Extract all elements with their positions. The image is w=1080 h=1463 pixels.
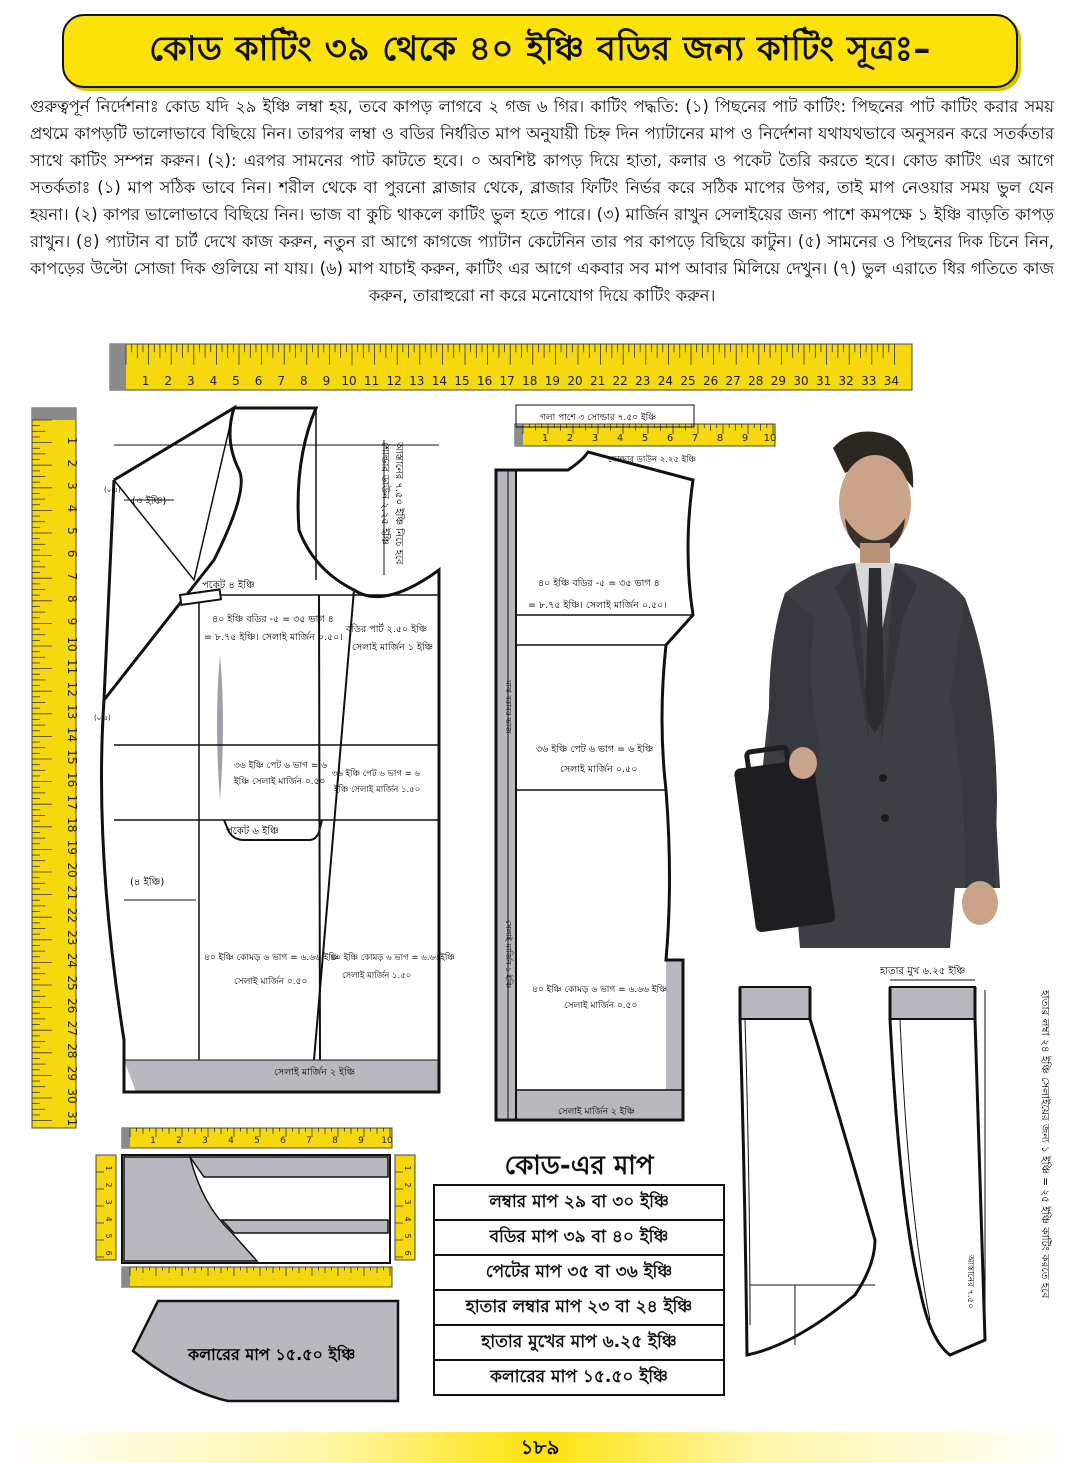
ruler-label: 1	[541, 433, 549, 444]
front-chest-line2: = ৮.৭৫ ইঞ্চি। সেলাই মার্জিন ০.৫০।	[204, 632, 343, 643]
ruler-label: 9	[741, 433, 749, 444]
ruler-label: 18	[65, 817, 79, 833]
table-row	[434, 1360, 724, 1395]
small-mark-1: (০.৫)	[104, 486, 121, 494]
table-row	[434, 1290, 724, 1325]
back-side-note1: মাঝ বরাবর ভাজ	[504, 680, 513, 734]
ruler-label: 2	[566, 433, 574, 444]
table-cell: বডির মাপ ৩৯ বা ৪০ ইঞ্চি	[434, 1220, 724, 1255]
ruler-label: 7	[65, 572, 79, 581]
ruler-label: 5	[104, 1233, 113, 1239]
table-row	[434, 1255, 724, 1290]
ruler-label: 25	[680, 374, 696, 388]
ruler-label: 5	[254, 1136, 260, 1146]
ruler-label: 3	[65, 481, 79, 490]
ruler-label: 28	[65, 1043, 79, 1059]
ruler-label: 31	[65, 1110, 79, 1127]
ruler-label: 5	[232, 374, 240, 388]
ruler-label: 7	[306, 1136, 312, 1146]
front-chest-line1: ৪০ ইঞ্চি বডির -৫ = ৩৫ ভাগ ৪	[212, 614, 334, 625]
ruler-label: 4	[104, 1216, 113, 1222]
small-mark-2: (০.৫)	[94, 714, 111, 722]
sleeve-pattern-back	[880, 960, 1060, 1390]
ruler-label: 20	[65, 862, 79, 878]
table-cell: কলারের মাপ ১৫.৫০ ইঞ্চি	[434, 1360, 724, 1395]
ruler-label: 2	[65, 459, 79, 468]
side-hip-line2: সেলাই মার্জিন ১.৫০	[342, 971, 412, 981]
ruler-label: 14	[65, 726, 79, 743]
left-tape-ruler	[32, 408, 79, 1128]
ruler-label: 12	[65, 681, 79, 697]
table-cell: হাতার মুখের মাপ ৬.২৫ ইঞ্চি	[434, 1325, 724, 1360]
ruler-label: 1	[141, 374, 150, 388]
ruler-label: 27	[725, 374, 741, 388]
back-waist-line1: ৩৬ ইঞ্চি পেট ৬ ভাগ = ৬ ইঞ্চি	[536, 744, 654, 755]
front-dart	[217, 655, 223, 800]
back-hem-label: সেলাই মার্জিন ২ ইঞ্চি	[558, 1107, 635, 1117]
ruler-label: 17	[65, 794, 79, 810]
measurements-table	[433, 1184, 725, 1396]
suit-model-illustration	[705, 418, 1005, 958]
table-cell: হাতার লম্বার মাপ ২৩ বা ২৪ ইঞ্চি	[434, 1290, 724, 1325]
title-banner	[62, 14, 1018, 88]
ruler-label: 3	[104, 1199, 113, 1205]
back-shoulder-down: সোল্ডার ডাউন ২.২৫ ইঞ্চি	[608, 455, 697, 465]
instructions-paragraph: গুরুত্বপূর্ন নির্দেশনাঃ কোড যদি ২৯ ইঞ্চি লম্বা হয়, তবে কাপড় লাগবে ২ গজ ৬ গির। কাটিং পদ্ধতি: (১) পিছনের পাট কাটিং: পিছনের পাট কাটিং করার সময় প্রথমে কাপড়টি ভালোভাবে বিছিয়ে নিন। তারপর লম্বা ও বডির নির্ধরিত মাপ অনুযায়ী চিহ্ন দিন প্যাটানের মাপ ও নির্দেশনা যথাযথভাবে অনুসরন করে সতর্কতার সাথে কাটিং সম্পন্ন করুন। (২): এরপর সামনের পাট কাটতে হবে। ০ অবশিষ্ট কাপড় দিয়ে হাতা, কলার ও পকেট তৈরি করতে হবে। কোড কাটিং এর আগে সতর্কতাঃ (১) মাপ সঠিক ভাবে নিন। শরীল থেকে বা পুরনো ব্লাজার থেকে, ব্লাজার ফিটিং নির্ভর করে সঠিক মাপের উপর, তাই মাপ নেওয়ার সময় ভুল যেন হয়না। (২) কাপর ভালোভাবে বিছিয়ে নিন। ভাজ বা কুচি থাকলে কাটিং ভুল হতে পারে। (৩) মার্জিন রাখুন সেলাইয়ের জন্য পাশে কমপক্ষে ১ ইঞ্চি বাড়তি কাপড় রাখুন। (৪) প্যাটান বা চার্ট দেখে কাজ করুন, নতুন রা আগে কাগজে প্যাটান কেটেনিন তার পর কাপড়ে বিছিয়ে কাটুন। (৫) সামনের ও পিছনের দিক চিনে নিন, কাপড়ের উল্টো সোজা দিক গুলিয়ে না যায়। (৬) মাপ যাচাই করুন, কাটিং এর আগে একবার সব মাপ আবার মিলিয়ে দেখুন। (৭) ভুল এরাতে ধির গতিতে কাজ করুন, তারাহুরো না করে মনোযোগ দিয়ে কাটিং করুন।	[30, 97, 1054, 305]
ruler-label: 26	[65, 997, 79, 1014]
ruler-label: 1	[403, 1165, 412, 1171]
top-pocket-label: পকেট ৪ ইঞ্চি	[202, 580, 255, 591]
ruler-label: 1	[150, 1136, 156, 1146]
ruler-label: 18	[522, 374, 538, 388]
ruler-label: 10	[381, 1136, 393, 1146]
ruler-label: 16	[476, 374, 493, 388]
ruler-label: 5	[65, 527, 79, 535]
ruler-label: 1	[104, 1165, 113, 1171]
ruler-label: 6	[254, 374, 263, 388]
ruler-label: 22	[65, 907, 79, 923]
back-top-label: গলা পাশে ৩ সোল্ডার ৭.৫০ ইঞ্চি	[540, 413, 657, 423]
front-hip-line2: সেলাই মার্জিন ০.৫০	[234, 977, 308, 987]
ruler-label: 4	[616, 433, 624, 444]
ruler-label: 3	[403, 1199, 412, 1205]
ruler-label: 21	[589, 374, 606, 388]
ruler-label: 3	[186, 374, 195, 388]
ruler-label: 5	[641, 433, 649, 444]
side-waist-line1: ৩৬ ইঞ্চি পেট ৬ ভাগ = ৬	[332, 769, 420, 779]
back-side-note2: সেলাই মার্জিন ১ ইঞ্চি	[504, 920, 513, 989]
ruler-label: 15	[65, 749, 79, 765]
ruler-label: 14	[431, 374, 448, 388]
ruler-label: 30	[793, 374, 809, 388]
collar-ruler-diagram	[92, 1125, 417, 1295]
sleeve-cuff-label: হাতার মুখ ৬.২৫ ইঞ্চি	[880, 966, 966, 977]
ruler-label: 22	[612, 374, 628, 388]
ruler-label: 6	[104, 1250, 113, 1256]
ruler-label: 4	[65, 504, 79, 513]
ruler-label: 24	[657, 374, 674, 388]
ruler-label: 3	[202, 1136, 208, 1146]
ruler-label: 19	[544, 374, 561, 388]
collar-pattern	[128, 1296, 408, 1408]
table-cell: পেটের মাপ ৩৫ বা ৩৬ ইঞ্চি	[434, 1255, 724, 1290]
ruler-label: 29	[770, 374, 787, 388]
top-tape-ruler	[110, 344, 912, 390]
page-number: ১৮৯	[520, 1435, 560, 1459]
ruler-label: 13	[65, 704, 79, 720]
ruler-label: 6	[65, 549, 79, 558]
front-panel-pattern	[84, 400, 464, 1110]
ruler-label: 23	[65, 930, 79, 946]
ruler-label: 28	[748, 374, 764, 388]
ruler-label: 9	[322, 374, 331, 388]
ruler-label: 2	[164, 374, 173, 388]
sleeve-inner-note: আস্তানের ৭.৫০	[965, 1255, 975, 1309]
ruler-label: 10	[341, 374, 357, 388]
back-chest-line1: ৪০ ইঞ্চি বডির -৫ = ৩৫ ভাগ ৪	[538, 578, 660, 589]
front-hem-label: সেলাই মার্জিন ২ ইঞ্চি	[274, 1067, 356, 1078]
neck-width-label: (৩ ইঞ্চি)	[132, 496, 167, 507]
front-waist-line2: ইঞ্চি সেলাই মার্জিন ০.৫০	[234, 777, 326, 787]
ruler-label: 11	[363, 374, 380, 388]
ruler-label: 30	[65, 1088, 79, 1104]
ruler-label: 32	[838, 374, 854, 388]
ruler-label: 6	[403, 1250, 412, 1256]
front-arm-note: আস্তানের ৭.৫০ ইঞ্চি নিচে হবে	[393, 442, 404, 565]
ruler-label: 11	[65, 658, 79, 675]
ruler-label: 7	[277, 374, 286, 388]
measurements-title: কোড-এর মাপ	[504, 1151, 654, 1181]
ruler-label: 8	[332, 1136, 338, 1146]
flap-label: (৪ ইঞ্চি)	[130, 877, 165, 888]
ruler-label: 16	[65, 771, 79, 788]
ruler-label: 34	[883, 374, 900, 388]
ruler-label: 20	[567, 374, 583, 388]
ruler-label: 4	[228, 1136, 234, 1146]
sleeve-length-note: হাতার লম্বা ২৪ ইঞ্চি সেলাইয়ের জন্য ১ ইঞ্চি = ২৫ ইঞ্চি কাটিং করতে হবে	[1039, 990, 1051, 1299]
ruler-label: 31	[815, 374, 832, 388]
page-title: কোড কাটিং ৩৯ থেকে ৪০ ইঞ্চি বডির জন্য কাটিং সূত্রঃ–	[149, 28, 931, 69]
ruler-label: 6	[280, 1136, 286, 1146]
side-chest-line2: সেলাই মার্জিন ১ ইঞ্চি	[352, 642, 434, 653]
ruler-label: 10	[65, 636, 79, 652]
back-waist-line2: সেলাই মার্জিন ০.৫০	[560, 764, 638, 775]
ruler-label: 15	[454, 374, 470, 388]
ruler-label: 8	[65, 594, 79, 603]
ruler-label: 13	[409, 374, 425, 388]
ruler-label: 3	[591, 433, 599, 444]
ruler-label: 8	[299, 374, 308, 388]
side-chest-line1: বডির পার্ট ২.৫০ ইঞ্চি	[346, 624, 428, 635]
ruler-label: 26	[702, 374, 719, 388]
front-waist-line1: ৩৬ ইঞ্চি পেট ৬ ভাগ = ৬	[234, 761, 328, 771]
ruler-label: 2	[104, 1182, 113, 1188]
side-hip-line1: ৪০ ইঞ্চি কোমড় ৬ ভাগ = ৬.৬৬ইঞ্চি	[330, 953, 455, 963]
ruler-label: 7	[691, 433, 699, 444]
ruler-label: 2	[403, 1182, 412, 1188]
ruler-label: 23	[635, 374, 651, 388]
ruler-label: 1	[65, 436, 79, 445]
back-chest-line2: = ৮.৭৫ ইঞ্চি। সেলাই মার্জিন ০.৫০।	[528, 600, 667, 611]
ruler-label: 9	[65, 617, 79, 626]
ruler-label: 27	[65, 1020, 79, 1036]
back-panel-pattern	[488, 400, 698, 1130]
front-shoulder-note: শোল্ডার ডাউন ২.২৫ ইঞ্চি	[379, 442, 390, 545]
table-cell: লম্বার মাপ ২৯ বা ৩০ ইঞ্চি	[434, 1185, 724, 1220]
back-hip-line1: ৪০ ইঞ্চি কোমড় ৬ ভাগ = ৬.৬৬ ইঞ্চি	[532, 985, 667, 995]
ruler-label: 12	[386, 374, 402, 388]
ruler-label: 33	[861, 374, 877, 388]
ruler-label: 8	[716, 433, 724, 444]
ruler-label: 6	[666, 433, 674, 444]
table-row	[434, 1185, 724, 1220]
back-outline	[496, 452, 693, 1120]
front-hip-line1: ৪০ ইঞ্চি কোমড় ৬ ভাগ = ৬.৬৬ ইঞ্চি	[204, 953, 339, 963]
ruler-label: 5	[403, 1233, 412, 1239]
side-waist-line2: ইঞ্চি সেলাই মার্জিন ১.৫০	[334, 785, 421, 795]
sleeve-pattern-front	[735, 985, 885, 1385]
collar-label: কলারের মাপ ১৫.৫০ ইঞ্চি	[188, 1345, 356, 1364]
table-row	[434, 1325, 724, 1360]
ruler-label: 2	[176, 1136, 182, 1146]
ruler-label: 21	[65, 884, 79, 901]
ruler-label: 25	[65, 975, 79, 991]
ruler-label: 19	[65, 839, 79, 856]
ruler-label: 24	[65, 952, 79, 969]
ruler-label: 4	[209, 374, 218, 388]
ruler-label: 4	[403, 1216, 412, 1222]
ruler-label: 10	[763, 433, 777, 444]
sleeve-a-outline	[740, 987, 875, 1355]
bottom-pocket-label: পকেট ৬ ইঞ্চি	[226, 826, 279, 837]
back-hip-line2: সেলাই মার্জিন ০.৫০	[564, 1001, 638, 1011]
table-row	[434, 1220, 724, 1255]
ruler-label: 9	[358, 1136, 364, 1146]
ruler-label: 17	[499, 374, 515, 388]
ruler-label: 29	[65, 1065, 79, 1082]
